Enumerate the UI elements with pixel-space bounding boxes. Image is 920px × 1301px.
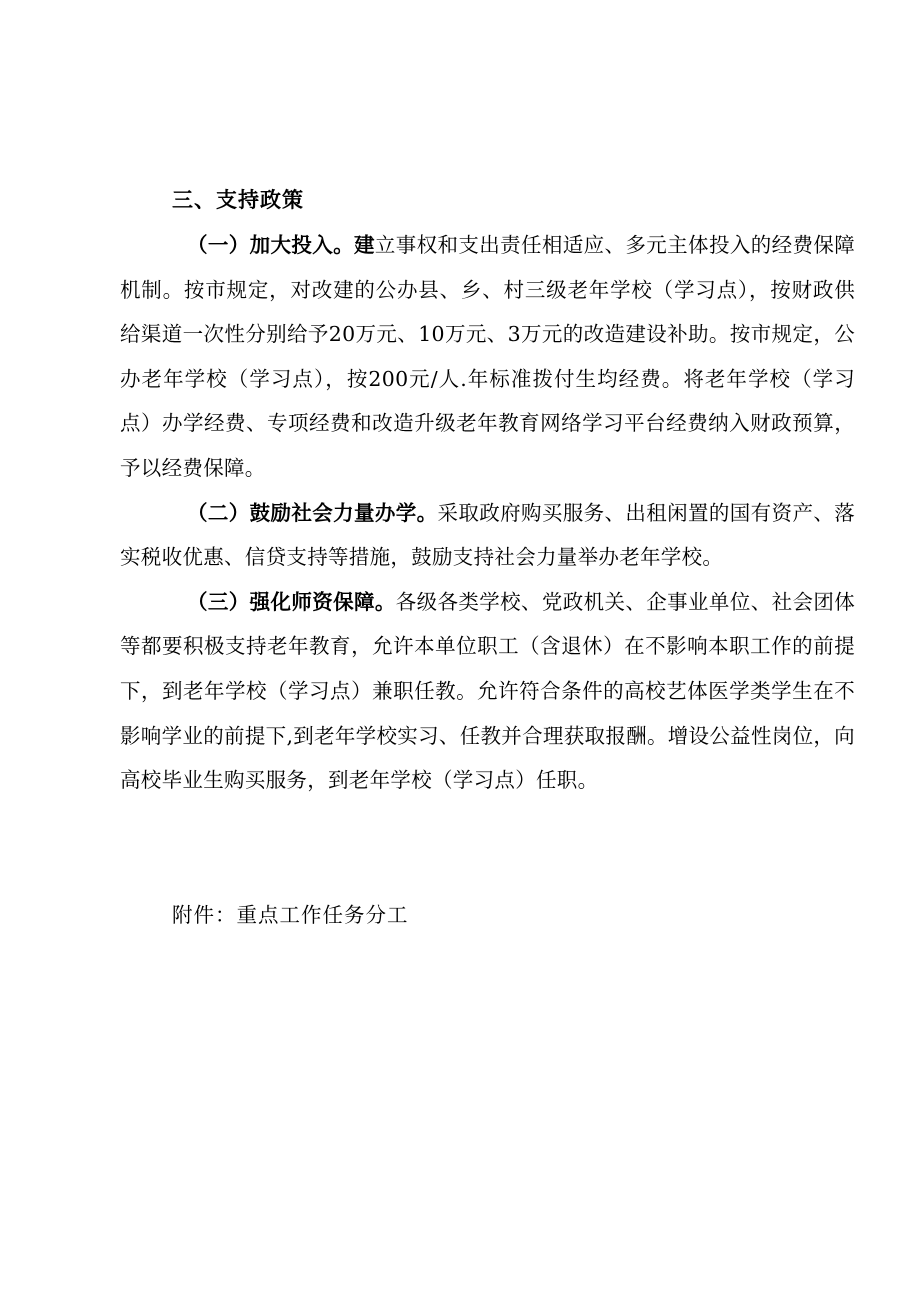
section-heading: 三、支持政策: [172, 188, 304, 212]
paragraph-body: 立事权和支出责任相适应、多元主体投入的经费保障机制。按市规定，对改建的公办县、乡、村三级老年学校（学习点），按财政供给渠道一次性分别给予20万元、10万元、3万元的改造建设补助。按市规定，公办老年学校（学习点），按200元/人.年标准拨付生均经费。将老年学校（学习点）办学经费、专项经费和改造升级老年教育网络学习平台经费纳入财政预算，予以经费保障。: [120, 233, 856, 480]
paragraph-increase-investment: [120, 223, 855, 491]
attachment-note: 附件：重点工作任务分工: [172, 903, 409, 927]
paragraph-teacher-support: [120, 580, 855, 803]
paragraph-social-forces: [120, 491, 855, 580]
paragraph-body: 各级各类学校、党政机关、企事业单位、社会团体等都要积极支持老年教育，允许本单位职工（含退休）在不影响本职工作的前提下，到老年学校（学习点）兼职任教。允许符合条件的高校艺体医学类学生在不影响学业的前提下,到老年学校实习、任教并合理获取报酬。增设公益性岗位，向高校毕业生购买服务，到老年学校（学习点）任职。: [120, 589, 855, 793]
paragraph-lead: （三）强化师资保障。: [187, 589, 396, 614]
policy-body: [120, 223, 855, 803]
paragraph-body: 采取政府购买服务、出租闲置的国有资产、落实税收优惠、信贷支持等措施，鼓励支持社会力量举办老年学校。: [120, 500, 855, 570]
paragraph-lead: （一）加大投入。建: [187, 233, 375, 257]
paragraph-lead: （二）鼓励社会力量办学。: [187, 500, 438, 525]
